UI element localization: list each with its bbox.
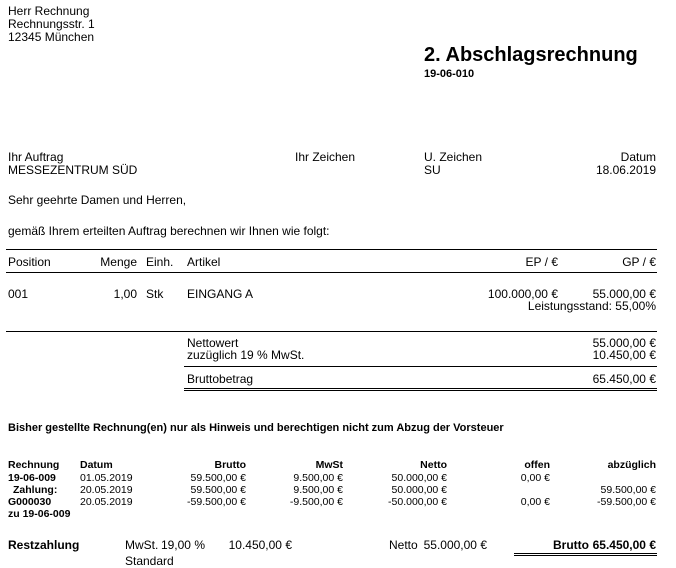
- prior-brutto: 59.500,00 €: [190, 484, 246, 496]
- prior-abzueglich: 59.500,00 €: [600, 484, 656, 496]
- prior-offen: 0,00 €: [520, 472, 550, 484]
- row-menge: 1,00: [113, 287, 137, 301]
- table-header-rule: [6, 272, 657, 273]
- auftrag-value: MESSEZENTRUM SÜD: [8, 163, 138, 177]
- rest-label: Restzahlung: [8, 538, 80, 552]
- table-top-rule: [6, 249, 657, 250]
- rest-mwst-label: MwSt.: [125, 538, 159, 552]
- rest-mwst-rate: 19,00 %: [160, 538, 205, 552]
- prior-col-offen: offen: [524, 459, 550, 471]
- prior-brutto: 59.500,00 €: [190, 472, 246, 484]
- datum-label: Datum: [620, 150, 656, 164]
- prior-col-mwst: MwSt: [315, 459, 343, 471]
- row-einheit: Stk: [146, 287, 164, 301]
- brutto-double-rule-top: [184, 388, 657, 389]
- prior-col-rechnung: Rechnung: [8, 459, 60, 471]
- rest-netto-label: Netto: [389, 538, 418, 552]
- netto-label: Nettowert: [187, 336, 239, 350]
- table-bottom-rule: [6, 331, 657, 332]
- mwst-value: 10.450,00 €: [592, 348, 656, 362]
- greeting: Sehr geehrte Damen und Herren,: [8, 193, 187, 207]
- datum-value: 18.06.2019: [595, 163, 656, 177]
- mwst-label: zuzüglich 19 % MwSt.: [187, 348, 305, 362]
- prior-abzueglich: -59.500,00 €: [597, 496, 656, 508]
- auftrag-label: Ihr Auftrag: [8, 150, 64, 164]
- sender-name: Herr Rechnung: [8, 4, 90, 18]
- col-position: Position: [8, 255, 51, 269]
- row-artikel: EINGANG A: [187, 287, 254, 301]
- prior-netto: 50.000,00 €: [391, 472, 447, 484]
- col-gp: GP / €: [622, 255, 656, 269]
- totals-rule: [184, 366, 657, 367]
- document-title: 2. Abschlagsrechnung: [424, 44, 638, 66]
- netto-value: 55.000,00 €: [592, 336, 656, 350]
- prior-footnote: zu 19-06-009: [8, 508, 71, 520]
- sender-street: Rechnungsstr. 1: [8, 17, 95, 31]
- prior-netto: -50.000,00 €: [388, 496, 447, 508]
- rest-double-rule-bottom: [514, 555, 657, 556]
- prior-datum: 01.05.2019: [80, 472, 133, 484]
- row-ep: 100.000,00 €: [487, 287, 558, 301]
- prior-datum: 20.05.2019: [80, 484, 133, 496]
- prior-datum: 20.05.2019: [80, 496, 133, 508]
- rest-mwst-amount: 10.450,00 €: [228, 538, 292, 552]
- ihr-zeichen-label: Ihr Zeichen: [295, 150, 356, 164]
- row-leistungsstand: Leistungsstand: 55,00%: [527, 299, 656, 313]
- col-ep: EP / €: [525, 255, 558, 269]
- col-menge: Menge: [100, 255, 137, 269]
- sender-city: 12345 München: [8, 30, 95, 44]
- row-position: 001: [8, 287, 29, 301]
- prior-col-abzueglich: abzüglich: [607, 459, 656, 471]
- u-zeichen-value: SU: [424, 163, 441, 177]
- prior-rechnung: G000030: [8, 496, 52, 508]
- col-artikel: Artikel: [187, 255, 221, 269]
- brutto-double-rule-bottom: [184, 390, 657, 391]
- col-einheit: Einh.: [146, 255, 174, 269]
- row-gp: 55.000,00 €: [592, 287, 656, 301]
- prior-netto: 50.000,00 €: [391, 484, 447, 496]
- prior-col-netto: Netto: [420, 459, 447, 471]
- prior-mwst: -9.500,00 €: [289, 496, 343, 508]
- brutto-value: 65.450,00 €: [592, 372, 656, 386]
- rest-tax-class: Standard: [125, 554, 174, 568]
- prior-col-brutto: Brutto: [214, 459, 246, 471]
- brutto-label: Bruttobetrag: [187, 372, 254, 386]
- rest-brutto-amount: 65.450,00 €: [592, 538, 656, 552]
- prior-rechnung: Zahlung:: [13, 484, 58, 496]
- rest-double-rule-top: [514, 553, 657, 554]
- prior-brutto: -59.500,00 €: [187, 496, 246, 508]
- prior-rechnung: 19-06-009: [8, 472, 56, 484]
- rest-netto-amount: 55.000,00 €: [423, 538, 487, 552]
- intro-text: gemäß Ihrem erteilten Auftrag berechnen wir Ihnen wie folgt:: [8, 224, 330, 238]
- prior-mwst: 9.500,00 €: [293, 472, 343, 484]
- prior-heading: Bisher gestellte Rechnung(en) nur als Hinweis und berechtigen nicht zum Abzug der Vorsteuer: [8, 422, 504, 434]
- document-number: 19-06-010: [424, 68, 475, 80]
- prior-col-datum: Datum: [80, 459, 113, 471]
- prior-offen: 0,00 €: [520, 496, 550, 508]
- prior-mwst: 9.500,00 €: [293, 484, 343, 496]
- rest-brutto-label: Brutto: [553, 538, 589, 552]
- u-zeichen-label: U. Zeichen: [424, 150, 483, 164]
